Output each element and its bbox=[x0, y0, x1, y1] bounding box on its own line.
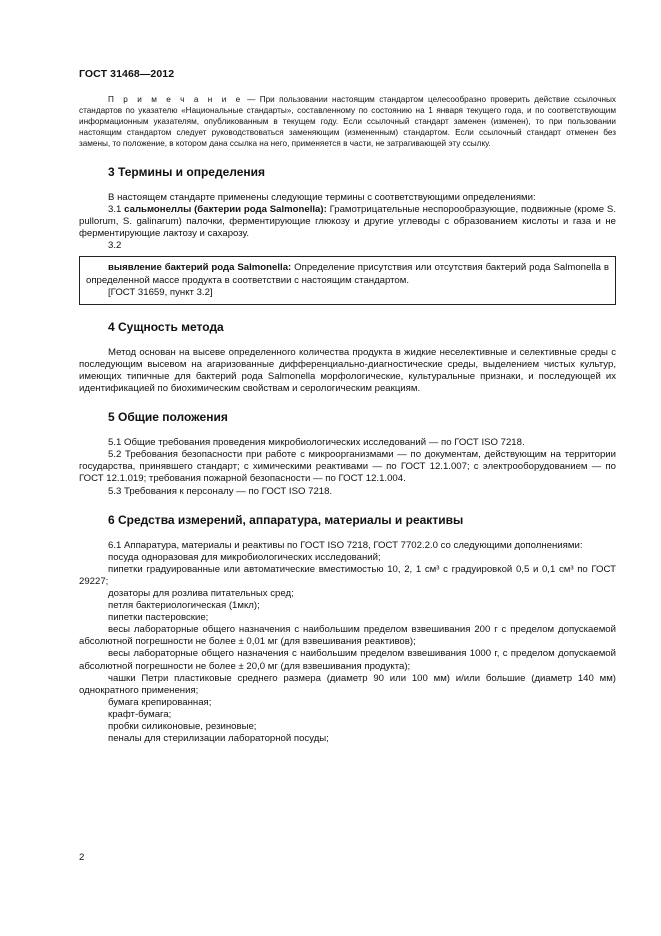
page-number: 2 bbox=[79, 852, 85, 863]
section-5-title: 5 Общие положения bbox=[108, 410, 228, 425]
equipment-item: пипетки пастеровские; bbox=[108, 612, 209, 624]
equipment-item: посуда одноразовая для микробиологических исследований; bbox=[108, 551, 381, 563]
clause-6-1: 6.1 Аппаратура, материалы и реактивы по ГОСТ ISO 7218, ГОСТ 7702.2.0 со следующими дополнениями: bbox=[108, 539, 583, 551]
note-text: — При пользовании настоящим стандартом целесообразно проверить действие ссылочных стандартов по указателю «Национальные стандарты», составленному по состоянию на 1 января текущего года, и по соответствующим информационным указателям, опубликованным в текущем году. Если ссылочный стандарт заменен (изменен), то при пользовании настоящим стандартом следует руководствоваться заменяющим (измененным) стандартом. Если ссылочный стандарт отменен без замены, то положение, в котором дана ссылка на него, применяется в части, не затрагивающей эту ссылку. bbox=[79, 95, 616, 148]
equipment-item: петля бактериологическая (1мкл); bbox=[108, 600, 260, 612]
equipment-item: крафт-бумага; bbox=[108, 708, 172, 720]
equipment-item: чашки Петри пластиковые среднего размера (диаметр 90 или 100 мм) и/или большие (диаметр 140 мм) однократного применения; bbox=[79, 672, 616, 696]
section-4-text: Метод основан на высеве определенного количества продукта в жидкие неселективные и селективные среды с последующим высевом на агаризованные дифференциально-диагностические среды, выделением чистых культур, имеющих типичные для бактерий рода Salmonella морфологические, культуральные признаки, и последующей их идентификацией по биохимическим свойствам и серологическим реакциям. bbox=[79, 346, 616, 395]
term-3-2 bbox=[86, 262, 609, 286]
equipment-item: пипетки градуированные или автоматические вместимостью 10, 2, 1 см³ с градуировкой 0,5 и 0,1 см³ по ГОСТ 29227; bbox=[79, 563, 616, 587]
term-3-2-box bbox=[79, 256, 616, 304]
term-3-1 bbox=[79, 204, 616, 240]
term-3-2-definition: Определение присутствия или отсутствия бактерий рода Salmonella в определенной массе продукта в соответствии с настоящим стандартом. bbox=[86, 262, 609, 286]
clause-5-2: 5.2 Требования безопасности при работе с микроорганизмами — по документам, действующим на территории государства, принявшего стандарт; с химическими реактивами — по ГОСТ 12.1.007; с электрооборудованием — по ГОСТ 12.1.019; требования пожарной безопасности — по ГОСТ 12.1.004. bbox=[79, 449, 616, 485]
clause-5-1: 5.1 Общие требования проведения микробиологических исследований — по ГОСТ ISO 7218. bbox=[108, 437, 525, 449]
equipment-item: пробки силиконовые, резиновые; bbox=[108, 721, 257, 732]
section-3-title: 3 Термины и определения bbox=[108, 165, 266, 179]
equipment-item: бумага крепированная; bbox=[108, 696, 212, 708]
equipment-item: весы лабораторные общего назначения с наибольшим пределом взвешивания 1000 г, с пределом допускаемой абсолютной погрешности не более ± 20,0 мг (для взвешивания продукта); bbox=[79, 648, 616, 672]
equipment-item: весы лабораторные общего назначения с наибольшим пределом взвешивания 200 г с пределом допускаемой абсолютной погрешности не более ± 0,01 мг (для взвешивания реактивов); bbox=[79, 624, 616, 648]
reference-note bbox=[79, 94, 616, 149]
term-3-1-name: сальмонеллы (бактерии рода Salmonella): bbox=[124, 204, 327, 216]
clause-5-3: 5.3 Требования к персоналу — по ГОСТ ISO 7218. bbox=[108, 485, 333, 497]
term-3-2-number: 3.2 bbox=[108, 240, 122, 252]
section-4-title: 4 Сущность метода bbox=[108, 319, 224, 334]
term-3-1-number: 3.1 bbox=[108, 204, 125, 216]
section-6-title: 6 Средства измерений, аппаратура, материалы и реактивы bbox=[108, 512, 464, 527]
equipment-list bbox=[79, 552, 616, 746]
section-3-intro: В настоящем стандарте применены следующие термины с соответствующими определениями: bbox=[108, 192, 536, 203]
note-label: П р и м е ч а н и е bbox=[108, 95, 243, 104]
page-content bbox=[79, 94, 616, 745]
term-3-1-definition: Грамотрицательные неспорообразующие, подвижные (кроме S. pullorum, S. galinarum) палочки, ферментирующие глюкозу и другие углеводы с образованием кислоты и газа и не ферментирующие лактозу и сахарозу. bbox=[79, 204, 616, 240]
page-header-doc-id: ГОСТ 31468—2012 bbox=[79, 68, 175, 80]
term-3-2-reference: [ГОСТ 31659, пункт 3.2] bbox=[108, 286, 213, 298]
term-3-2-name: выявление бактерий рода Salmonella: bbox=[108, 262, 292, 274]
equipment-item: пеналы для стерилизации лабораторной посуды; bbox=[108, 733, 329, 745]
equipment-item: дозаторы для розлива питательных сред; bbox=[108, 587, 294, 599]
